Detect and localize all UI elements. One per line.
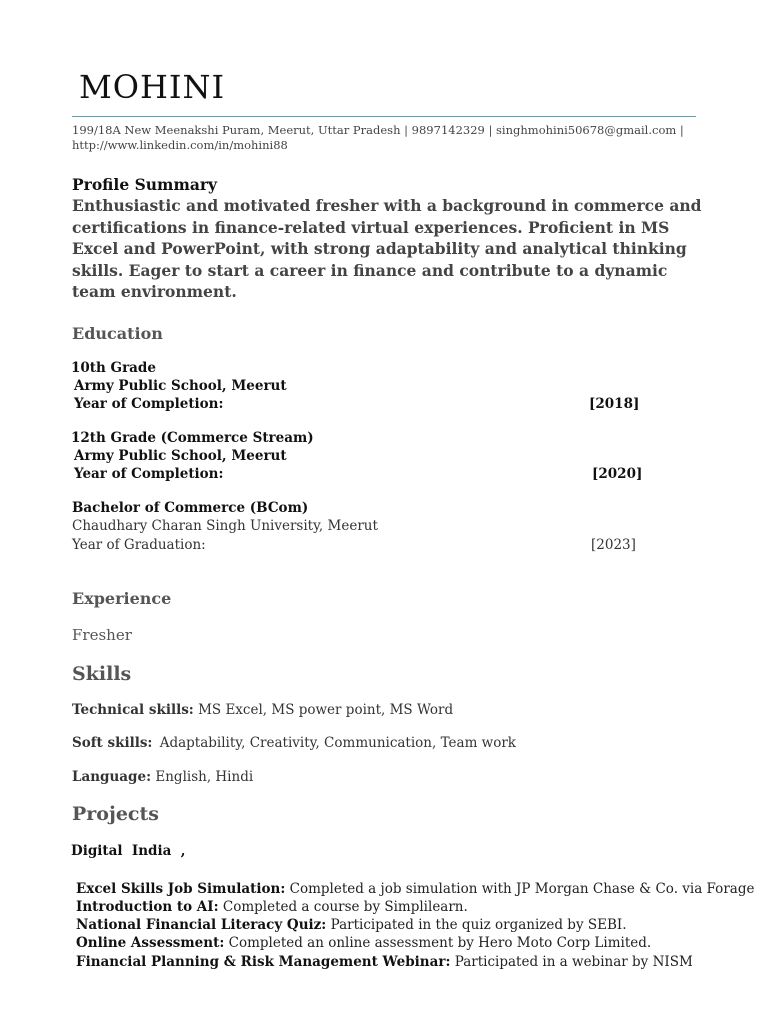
- project-item: [76, 954, 693, 970]
- technical-skills-label: Technical skills:: [72, 702, 194, 718]
- edu-2-label: Year of Completion:: [74, 466, 224, 482]
- header-divider: [72, 116, 696, 117]
- edu-3-label: Year of Graduation:: [72, 537, 206, 553]
- project-digital-india: Digital India ,: [71, 843, 186, 859]
- resume-name: MOHINI: [79, 68, 226, 106]
- project-item-label: Financial Planning & Risk Management Webinar:: [76, 954, 451, 970]
- project-item-label: Online Assessment:: [76, 935, 225, 951]
- project-item-text: Participated in the quiz organized by SEBI.: [330, 917, 627, 933]
- projects-heading: Projects: [72, 803, 159, 825]
- language-value: English, Hindi: [155, 769, 254, 785]
- technical-skills-value: MS Excel, MS power point, MS Word: [198, 702, 454, 718]
- project-item-text: Completed a job simulation with JP Morgan Chase & Co. via Forage: [289, 881, 755, 897]
- edu-3-degree: Bachelor of Commerce (BCom): [72, 500, 309, 516]
- soft-skills-line: [72, 735, 516, 751]
- profile-summary-text: Enthusiastic and motivated fresher with a background in commerce and certifications in finance-related virtual experiences. Proficient in MS Excel and PowerPoint, with strong adaptability and analytical thinking skills. Eager to start a career in finance and contribute to a dynamic team environment.: [72, 196, 702, 301]
- technical-skills-line: [72, 702, 453, 718]
- experience-heading: Experience: [72, 589, 172, 608]
- project-item-label: Excel Skills Job Simulation:: [76, 881, 286, 897]
- project-item: [76, 899, 468, 915]
- project-item-text: Participated in a webinar by NISM: [454, 954, 693, 970]
- language-label: Language:: [72, 769, 152, 785]
- edu-1-degree: 10th Grade: [71, 360, 156, 376]
- project-item: [76, 881, 754, 897]
- education-heading: Education: [72, 324, 163, 343]
- project-item-label: Introduction to AI:: [76, 899, 219, 915]
- project-item-text: Completed a course by Simplilearn.: [222, 899, 468, 915]
- edu-3-school: Chaudhary Charan Singh University, Meerut: [72, 518, 378, 534]
- edu-2-school: Army Public School, Meerut: [74, 448, 287, 464]
- edu-2-degree: 12th Grade (Commerce Stream): [71, 430, 314, 446]
- soft-skills-value: Adaptability, Creativity, Communication, Team work: [159, 735, 516, 751]
- project-item-label: National Financial Literacy Quiz:: [76, 917, 327, 933]
- experience-text: Fresher: [72, 626, 132, 644]
- edu-1-school: Army Public School, Meerut: [74, 378, 287, 394]
- edu-3-year: [2023]: [591, 537, 636, 553]
- edu-1-year: [2018]: [589, 396, 640, 412]
- profile-summary-heading: Profile Summary: [72, 175, 218, 194]
- language-line: [72, 769, 253, 785]
- project-item-text: Completed an online assessment by Hero Moto Corp Limited.: [228, 935, 652, 951]
- project-item: [76, 935, 651, 951]
- contact-line: 199/18A New Meenakshi Puram, Meerut, Uttar Pradesh | 9897142329 | singhmohini50678@gmail.com | http://www.linkedin.com/in/mohini88: [72, 123, 684, 152]
- soft-skills-label: Soft skills:: [72, 735, 153, 751]
- skills-heading: Skills: [72, 663, 132, 685]
- edu-2-year: [2020]: [592, 466, 643, 482]
- project-item: [76, 917, 627, 933]
- edu-1-label: Year of Completion:: [74, 396, 224, 412]
